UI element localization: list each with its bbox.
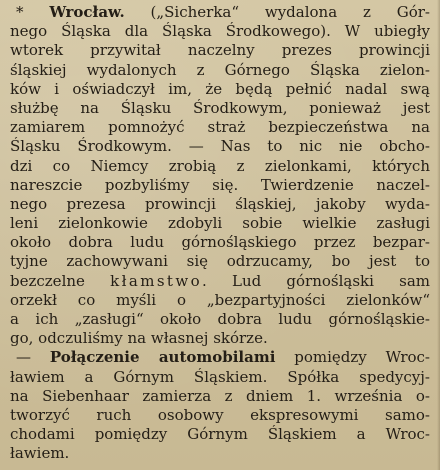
asterisk-mark: * <box>16 3 50 21</box>
text-line: wtorek przywitał naczelny prezes prowincji <box>10 41 430 60</box>
headline-automobile: Połączenie automobilami <box>49 348 276 367</box>
text-line: bezczelne kłamstwo. Lud górnośląski sam <box>10 271 430 290</box>
text-line: tyjne zachowywani się odrzucamy, bo jest to <box>10 252 430 271</box>
text-line: na Siebenhaar zamierza z dniem 1. września o- <box>10 386 430 405</box>
text-line: go, odczuliśmy na własnej skórze. <box>10 329 268 348</box>
text-line: orzekł co myśli o „bezpartyjności zielonków“ <box>10 290 430 309</box>
text-line: nego prezesa prowincji śląskiej, jakoby wyda- <box>10 194 430 213</box>
text-line: chodami pomiędzy Górnym Śląskiem a Wroc- <box>10 425 430 444</box>
text-line: ków i oświadczył im, że będą pełnić nadal swą <box>10 79 430 98</box>
text-line: — Połączenie automobilami pomiędzy Wroc- <box>16 348 430 367</box>
text-line: zamiarem pomnożyć straż bezpieczeństwa na <box>10 118 430 137</box>
text-line: nego Śląska dla Śląska Środkowego). W ubiegły <box>10 22 430 41</box>
headline-wroclaw: Wrocław. <box>49 3 125 21</box>
paragraph-wroclaw <box>4 3 436 348</box>
text-line: leni zielonkowie zdobyli sobie wielkie zasługi <box>10 214 430 233</box>
text-line: ławiem. <box>10 444 70 463</box>
text-line: tworzyć ruch osobowy ekspresowymi samo- <box>10 405 430 424</box>
text-line: nareszcie pozbyliśmy się. Twierdzenie naczel- <box>10 175 430 194</box>
text-line: dzi co Niemcy zrobią z zielonkami, których <box>10 156 430 175</box>
text-line: * Wrocław. („Sicherka“ wydalona z Gór- <box>16 3 430 21</box>
text-line: ławiem a Górnym Śląskiem. Spółka spedycyj- <box>10 367 430 386</box>
text-line: śląskiej wydalonych z Górnego Śląska zielon- <box>10 60 430 79</box>
emphasized-word: kłamstwo <box>110 271 203 290</box>
text-line: a ich „zasługi“ około dobra ludu górnośląskie- <box>10 310 430 328</box>
paragraph-automobile-connection <box>4 348 436 463</box>
text-line: około dobra ludu górnośląskiego przez bezpar- <box>10 233 430 252</box>
text-line: Śląsku Środkowym. — Nas to nic nie obcho- <box>10 137 430 156</box>
text-line: służbę na Śląsku Środkowym, ponieważ jest <box>10 98 430 117</box>
